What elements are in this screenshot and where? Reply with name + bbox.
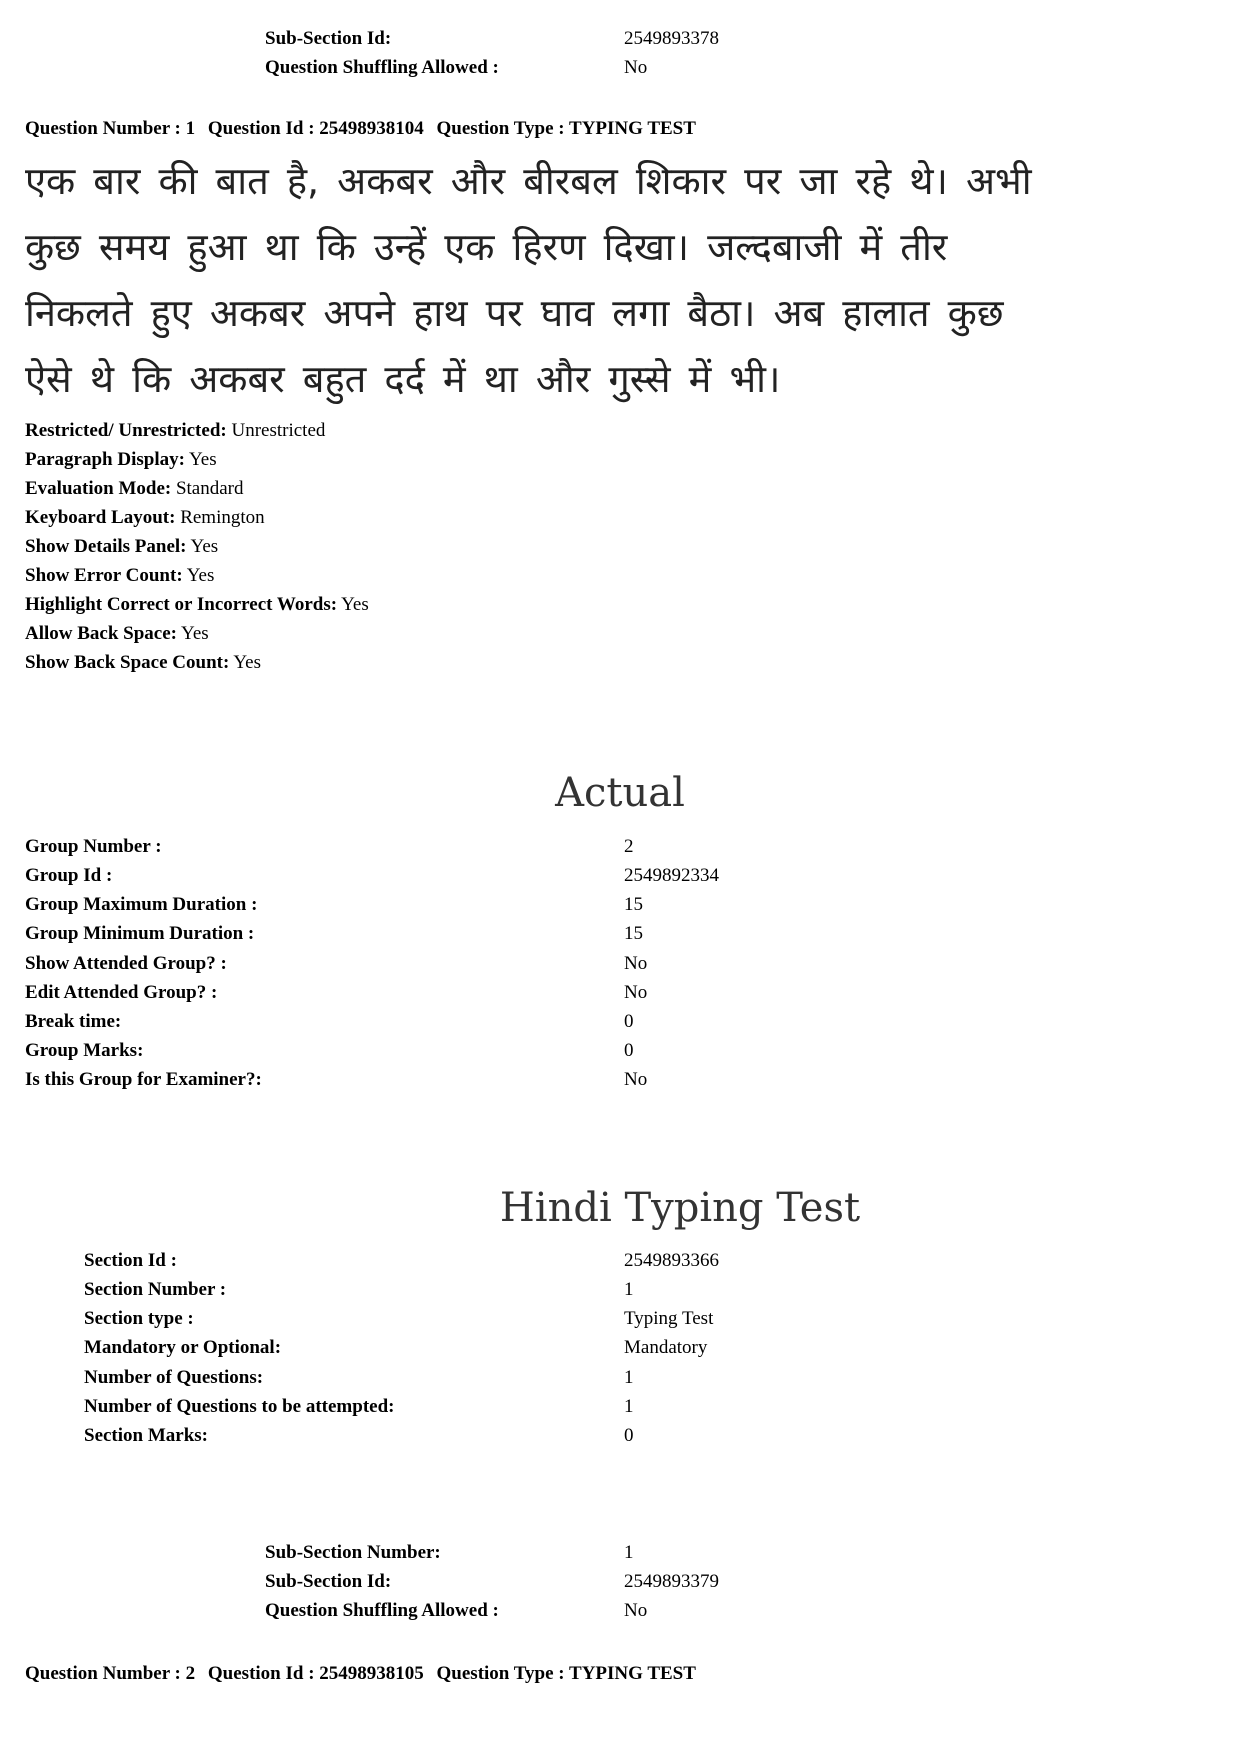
property-label: Show Back Space Count: [25,652,230,673]
property-label: Highlight Correct or Incorrect Words: [25,594,338,615]
question-number: Question Number : 1 [25,118,196,139]
property-row [25,619,369,648]
hindi-line: एक बार की बात है, अकबर और बीरबल शिकार पर जा रहे थे। अभी [25,159,1032,203]
property-label: Evaluation Mode: [25,478,172,499]
question-type: Question Type : TYPING TEST [436,118,696,139]
property-label: Restricted/ Unrestricted: [25,420,227,441]
property-value: Yes [233,652,261,673]
sub-section-label: Question Shuffling Allowed : [265,1600,499,1621]
question-shuffling-value-row [624,55,647,81]
group-value: No [624,982,648,1003]
property-row [25,416,369,445]
property-row [25,561,369,590]
property-label: Keyboard Layout: [25,507,176,528]
sub-section-id-value: 2549893378 [624,28,719,49]
section-label: Section type : [84,1308,194,1329]
group-label: Group Id : [25,865,113,886]
sub-section-id-value-row [624,26,719,52]
property-row [25,532,369,561]
group-value: 15 [624,923,643,944]
property-value: Standard [175,478,244,499]
question-id: Question Id : 25498938104 [207,118,424,139]
question-shuffling-label: Question Shuffling Allowed : [265,57,499,78]
sub-section-value: No [624,1600,648,1621]
section-value: 1 [624,1367,634,1388]
hindi-paragraph [25,148,1205,412]
property-label: Paragraph Display: [25,449,185,470]
group-heading: Actual [555,770,685,816]
property-label: Show Details Panel: [25,536,187,557]
property-value: Unrestricted [231,420,326,441]
group-value: 0 [624,1040,634,1061]
section-label: Section Number : [84,1279,227,1300]
section-label: Number of Questions to be attempted: [84,1396,395,1417]
sub-section-value: 1 [624,1542,634,1563]
question-shuffling-value: No [624,57,648,78]
group-label: Break time: [25,1011,122,1032]
sub-section-id-label: Sub-Section Id: [265,28,392,49]
question-type: Question Type : TYPING TEST [436,1663,696,1684]
question-2-header [25,1663,704,1685]
sub-section-value: 2549893379 [624,1571,719,1592]
hindi-line: कुछ समय हुआ था कि उन्हें एक हिरण दिखा। जल्दबाजी में तीर [25,225,948,269]
section-value: 1 [624,1396,634,1417]
group-value: No [624,1069,648,1090]
group-label: Edit Attended Group? : [25,982,218,1003]
property-value: Yes [181,623,209,644]
property-row [25,503,369,532]
section-value: 1 [624,1279,634,1300]
section-label: Number of Questions: [84,1367,264,1388]
group-label: Group Maximum Duration : [25,894,258,915]
group-label: Group Number : [25,836,162,857]
sub-section-label: Sub-Section Number: [265,1542,441,1563]
property-row [25,445,369,474]
group-value: 15 [624,894,643,915]
section-label: Section Marks: [84,1425,209,1446]
property-value: Yes [190,536,219,557]
group-label: Show Attended Group? : [25,953,227,974]
section-value: 0 [624,1425,634,1446]
sub-section-label: Sub-Section Id: [265,1571,392,1592]
property-value: Yes [186,565,215,586]
group-value: No [624,953,648,974]
group-value: 2549892334 [624,865,719,886]
property-value: Remington [180,507,265,528]
section-heading: Hindi Typing Test [499,1185,861,1231]
group-value: 2 [624,836,634,857]
group-label: Group Marks: [25,1040,144,1061]
section-label: Mandatory or Optional: [84,1337,282,1358]
property-value: Yes [341,594,369,615]
property-row [25,474,369,503]
group-value: 0 [624,1011,634,1032]
hindi-line: निकलते हुए अकबर अपने हाथ पर घाव लगा बैठा। अब हालात कुछ [25,291,1004,335]
section-value: 2549893366 [624,1250,719,1271]
property-row [25,590,369,619]
property-row [25,648,369,677]
question-1-header [25,118,704,140]
question-shuffling-row [265,55,499,81]
question-id: Question Id : 25498938105 [207,1663,424,1684]
property-label: Allow Back Space: [25,623,177,644]
property-label: Show Error Count: [25,565,183,586]
group-label: Group Minimum Duration : [25,923,255,944]
question-number: Question Number : 2 [25,1663,196,1684]
sub-section-id-row [265,26,391,52]
property-value: Yes [188,449,217,470]
group-label: Is this Group for Examiner?: [25,1069,262,1090]
section-label: Section Id : [84,1250,177,1271]
question-properties [25,416,369,677]
section-value: Mandatory [624,1337,708,1358]
section-value: Typing Test [624,1308,714,1329]
hindi-line: ऐसे थे कि अकबर बहुत दर्द में था और गुस्से में भी। [25,357,781,401]
